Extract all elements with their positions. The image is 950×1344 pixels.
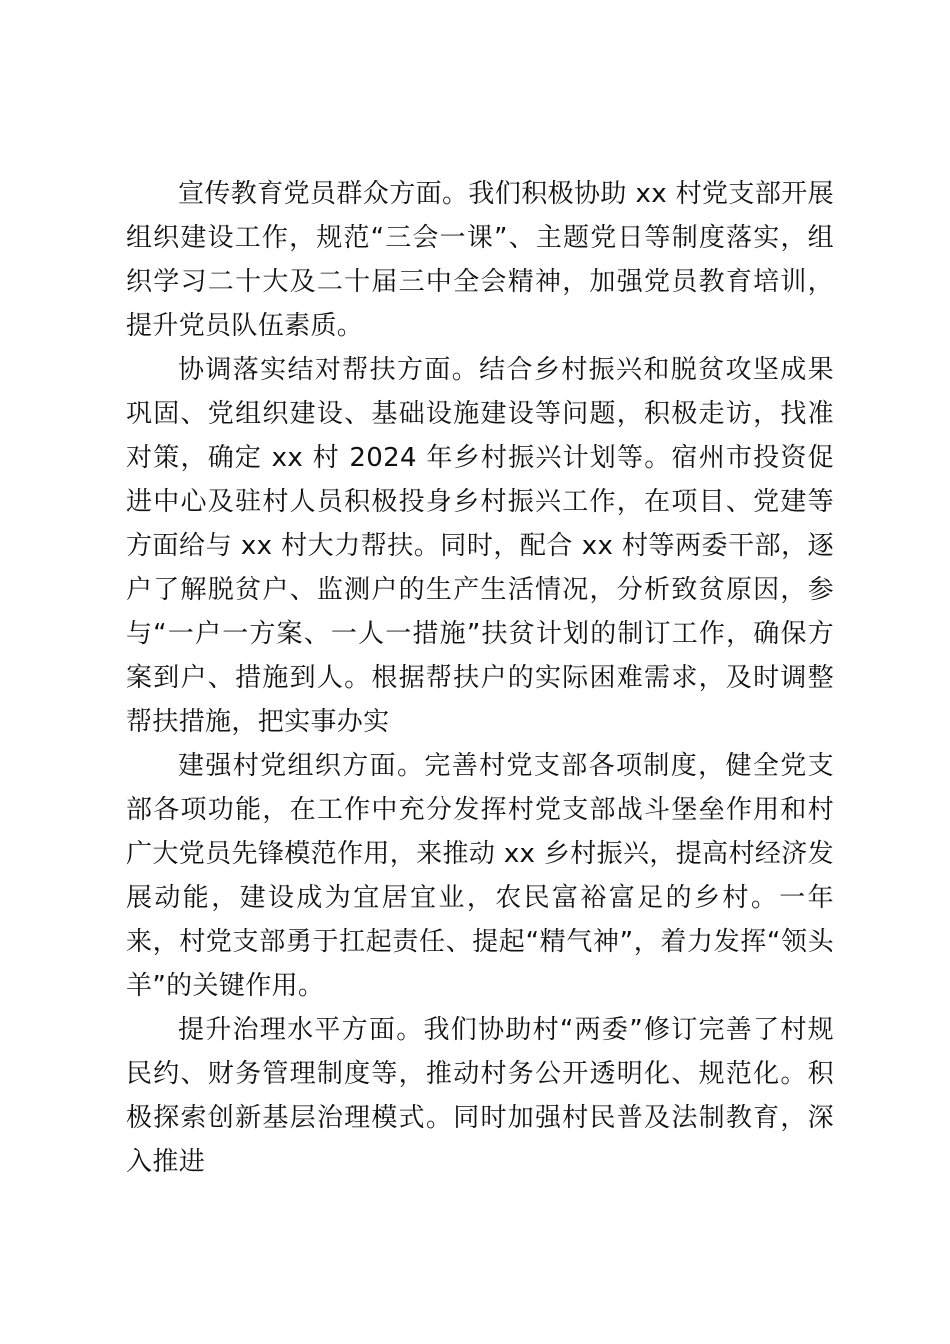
paragraph-paired-assistance: 协调落实结对帮扶方面。结合乡村振兴和脱贫攻坚成果巩固、党组织建设、基础设施建设等问题，积极走访，找准对策，确定 xx 村 2024 年乡村振兴计划等。宿州市投资促进中心及驻村人员积极投身乡村振兴工作，在项目、党建等方面给与 xx 村大力帮扶。同时，配合 xx 村等两委干部，逐户了解脱贫户、监测户的生产生活情况，分析致贫原因，参与“一户一方案、一人一措施”扶贫计划的制订工作，确保方案到户、措施到人。根据帮扶户的实际困难需求，及时调整帮扶措施，把实事办实 — [126, 355, 834, 737]
paragraph-governance: 提升治理水平方面。我们协助村“两委”修订完善了村规民约、财务管理制度等，推动村务公开透明化、规范化。积极探索创新基层治理模式。同时加强村民普及法制教育，深入推进 — [126, 1015, 834, 1177]
paragraph-village-party-organization: 建强村党组织方面。完善村党支部各项制度，健全党支部各项功能，在工作中充分发挥村党支部战斗堡垒作用和村广大党员先锋模范作用，来推动 xx 乡村振兴，提高村经济发展动能，建设成为宜居宜业，农民富裕富足的乡村。一年来，村党支部勇于扛起责任、提起“精气神”，着力发挥“领头羊”的关键作用。 — [126, 751, 834, 1001]
document-body — [126, 172, 834, 1184]
paragraph-party-education: 宣传教育党员群众方面。我们积极协助 xx 村党支部开展组织建设工作，规范“三会一课”、主题党日等制度落实，组织学习二十大及二十届三中全会精神，加强党员教育培训，提升党员队伍素质。 — [126, 179, 834, 341]
